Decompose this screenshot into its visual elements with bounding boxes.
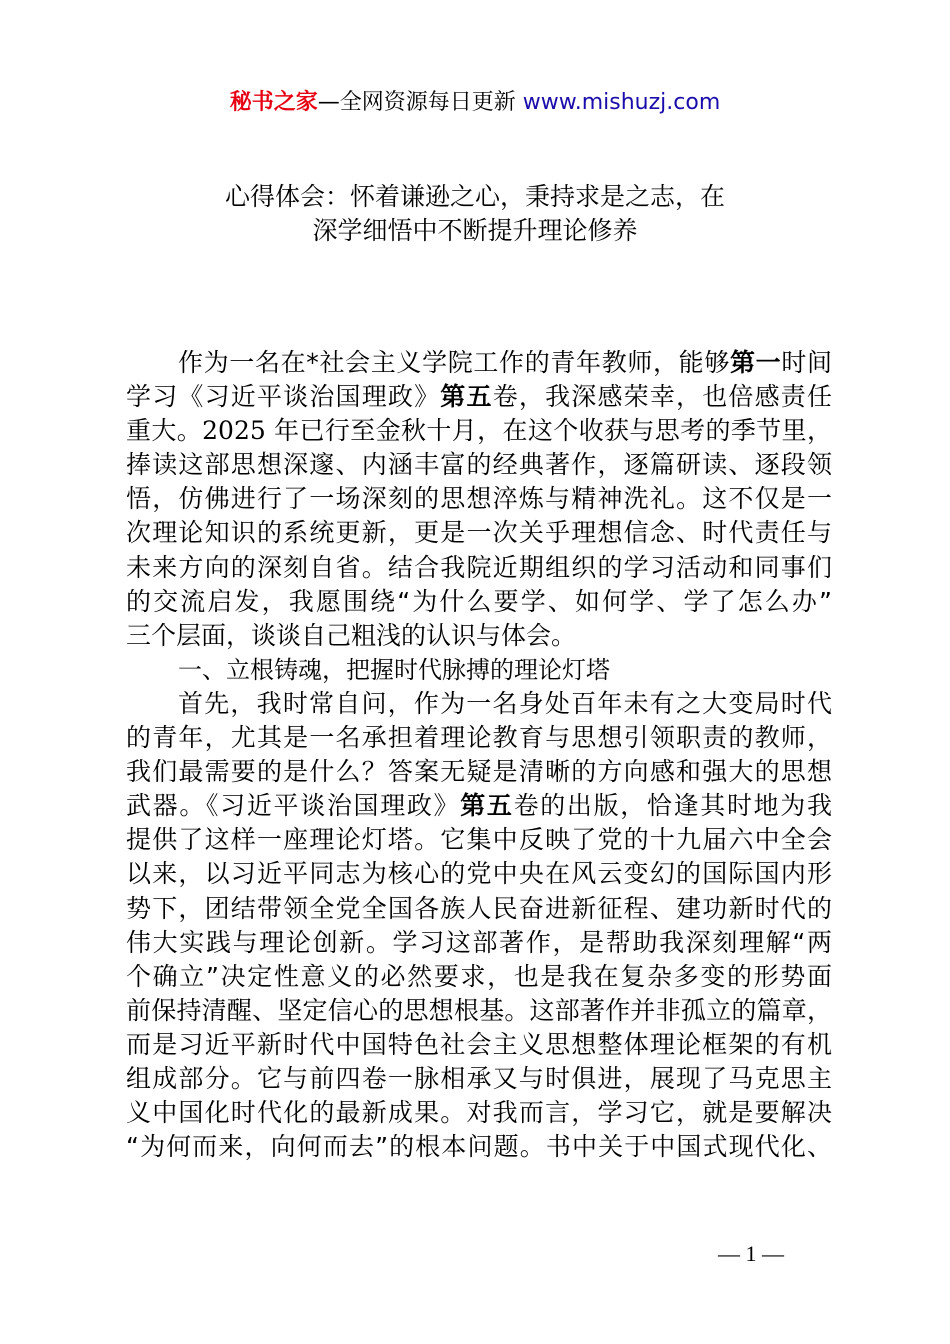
document-title [100,180,850,248]
paragraph-line: 的交流启发，我愿围绕“为什么要学、如何学、学了怎么办” [126,586,832,616]
page-number: — 1 — [718,1241,784,1266]
paragraph-line: 义中国化时代化的最新成果。对我而言，学习它，就是要解决 [126,1098,832,1128]
paragraph-line: 悟，仿佛进行了一场深刻的思想淬炼与精神洗礼。这不仅是一 [126,484,832,514]
paragraph-line: 次理论知识的系统更新，更是一次关乎理想信念、时代责任与 [126,518,832,548]
paragraph-line: 未来方向的深刻自省。结合我院近期组织的学习活动和同事们 [126,552,832,582]
paragraph-line: 三个层面，谈谈自己粗浅的认识与体会。 [126,620,577,650]
paragraph-line: 个确立”决定性意义的必然要求，也是我在复杂多变的形势面 [126,961,832,991]
title-line-1: 心得体会：怀着谦逊之心，秉持求是之志，在 [224,182,725,211]
paragraph-line: 我们最需要的是什么？答案无疑是清晰的方向感和强大的思想 [126,757,832,787]
header-tagline: —全网资源每日更新 [317,90,523,115]
bold-text: 第一 [729,348,782,377]
paragraph-line: 的青年，尤其是一名承担着理论教育与思想引领职责的教师， [126,723,832,753]
title-line-2: 深学细悟中不断提升理论修养 [312,216,638,246]
paragraph-line: 首先，我时常自问，作为一名身处百年未有之大变局时代 [178,688,832,718]
paragraph-line: 势下，团结带领全党全国各族人民奋进新征程、建功新时代的 [126,893,832,923]
paragraph-line: 武器。《习近平谈治国理政》第五卷的出版，恰逢其时地为我 [126,791,832,821]
paragraph-line: 提供了这样一座理论灯塔。它集中反映了党的十九届六中全会 [126,825,832,855]
document-body [126,346,832,1164]
paragraph-line: 重大。2025 年已行至金秋十月，在这个收获与思考的季节里， [126,416,832,446]
paragraph-line: 伟大实践与理论创新。学习这部著作，是帮助我深刻理解“两 [126,927,832,957]
year-number: 2025 [202,416,266,446]
paragraph-line: 以来，以习近平同志为核心的党中央在风云变幻的国际国内形 [126,859,832,889]
paragraph-line: “为何而来，向何而去”的根本问题。书中关于中国式现代化、 [126,1132,832,1162]
bold-text: 第五 [440,382,493,412]
paragraph-line: 组成部分。它与前四卷一脉相承又与时俱进，展现了马克思主 [126,1063,832,1093]
paragraph-line: 而是习近平新时代中国特色社会主义思想整体理论框架的有机 [126,1029,832,1059]
paragraph-line: 作为一名在*社会主义学院工作的青年教师，能够第一时间 [178,348,832,377]
site-header [0,88,950,118]
bold-text: 第五 [460,791,514,821]
paragraph-line: 前保持清醒、坚定信心的思想根基。这部著作并非孤立的篇章， [126,995,832,1025]
site-url-link[interactable]: www.mishuzj.com [522,90,721,115]
brand-name: 秘书之家 [229,90,318,115]
section-heading: 一、立根铸魂，把握时代脉搏的理论灯塔 [178,655,610,684]
paragraph-line: 学习《习近平谈治国理政》第五卷，我深感荣幸，也倍感责任 [126,382,832,412]
paragraph-line: 捧读这部思想深邃、内涵丰富的经典著作，逐篇研读、逐段领 [126,450,832,480]
